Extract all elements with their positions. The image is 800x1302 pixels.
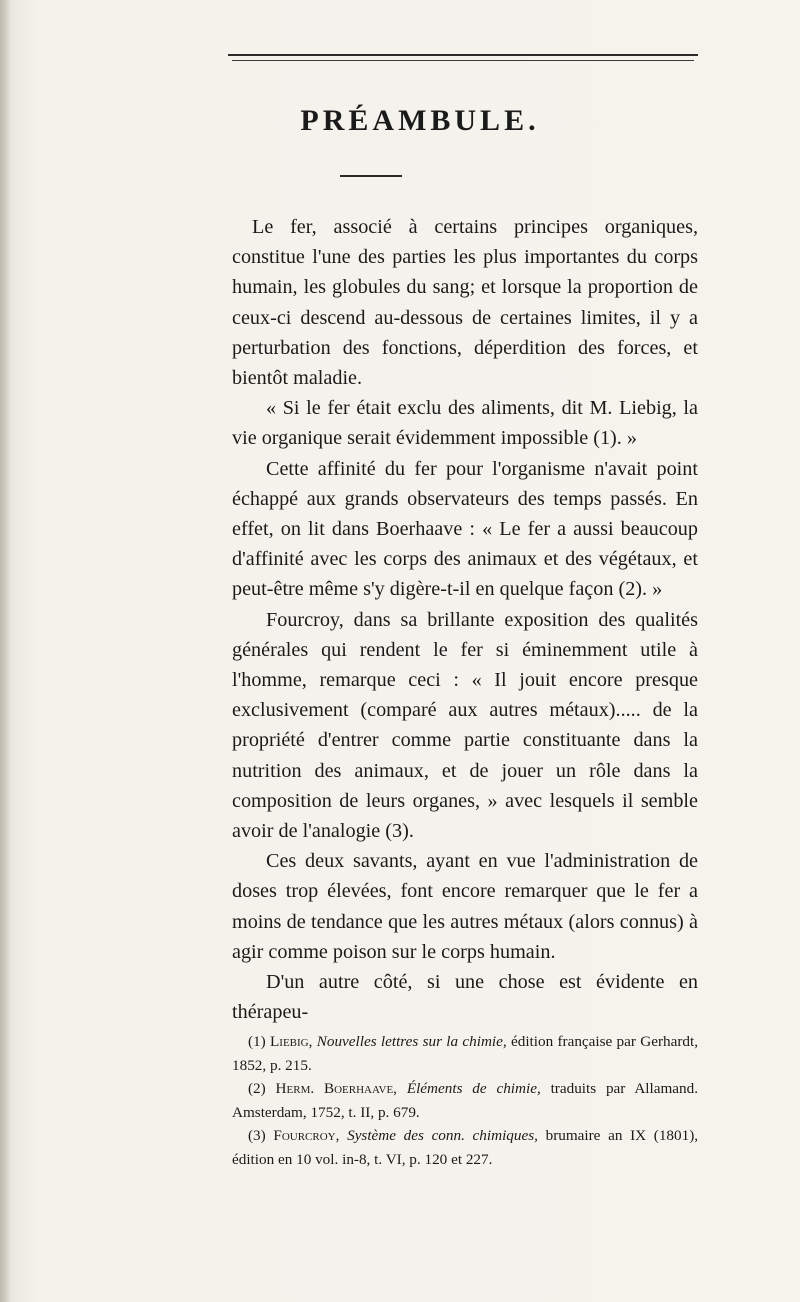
footnote-details: édition française par Gerhardt, 1852, p. 215. <box>232 1033 699 1074</box>
paragraph: Cette affinité du fer pour l'organisme n'avait point échappé aux grands observateurs des temps passés. En effet, on lit dans Boerhaave : « Le fer a aussi beaucoup d'affinité avec les corps des animaux et des végétaux, et peut-être même s'y digère-t-il en quelque façon (2). » <box>232 457 698 601</box>
header-rule-thin <box>232 60 694 61</box>
paragraph: « Si le fer était exclu des aliments, dit M. Liebig, la vie organique serait évidemment impossible (1). » <box>232 397 698 450</box>
footnote-details: brumaire an IX (1801), édition en 10 vol. in-8, t. VI, p. 120 et 227. <box>232 1127 699 1168</box>
footnote-marker: (1) <box>248 1033 266 1050</box>
title-rule <box>340 175 402 177</box>
paragraph: D'un autre côté, si une chose est évidente en thérapeu- <box>232 971 698 1024</box>
binding-shadow <box>0 0 10 1302</box>
footnote <box>232 1124 698 1171</box>
footnote-work: Système des conn. chimiques, <box>347 1127 538 1144</box>
footnotes <box>232 1030 698 1171</box>
body-text <box>232 212 698 1027</box>
footnote-marker: (3) <box>248 1127 266 1144</box>
paragraph: Ces deux savants, ayant en vue l'administration de doses trop élevées, font encore remarquer que le fer a moins de tendance que les autres métaux (alors connus) à agir comme poison sur le corps humain. <box>232 850 698 963</box>
paragraph: Fourcroy, dans sa brillante exposition des qualités générales qui rendent le fer si éminemment utile à l'homme, remarque ceci : « Il jouit encore presque exclusivement (comparé aux autres métaux)..... de la propriété d'entrer comme partie constituante dans la nutrition des animaux, et de jouer un rôle dans la composition de leurs organes, » avec lesquels il semble avoir de l'analogie (3). <box>232 608 698 843</box>
footnote-details: traduits par Allamand. Amsterdam, 1752, t. II, p. 679. <box>232 1080 699 1121</box>
footnote-work: Éléments de chimie, <box>406 1080 541 1097</box>
footnote-author: Fourcroy, <box>273 1127 340 1144</box>
header-rule <box>228 54 698 56</box>
footnote-marker: (2) <box>248 1080 266 1097</box>
footnote-author: Liebig, <box>270 1033 313 1050</box>
footnote <box>232 1030 698 1077</box>
footnote <box>232 1077 698 1124</box>
paragraph: Le fer, associé à certains principes organiques, constitue l'une des parties les plus importantes du corps humain, les globules du sang; et lorsque la proportion de ceux-ci descend au-dessous de certaines limites, il y a perturbation des fonctions, déperdition des forces, et bientôt maladie. <box>232 216 698 390</box>
footnote-work: Nouvelles lettres sur la chimie, <box>316 1033 507 1050</box>
footnote-author: Herm. Boerhaave, <box>275 1080 397 1097</box>
page-title: PRÉAMBULE. <box>300 104 540 137</box>
